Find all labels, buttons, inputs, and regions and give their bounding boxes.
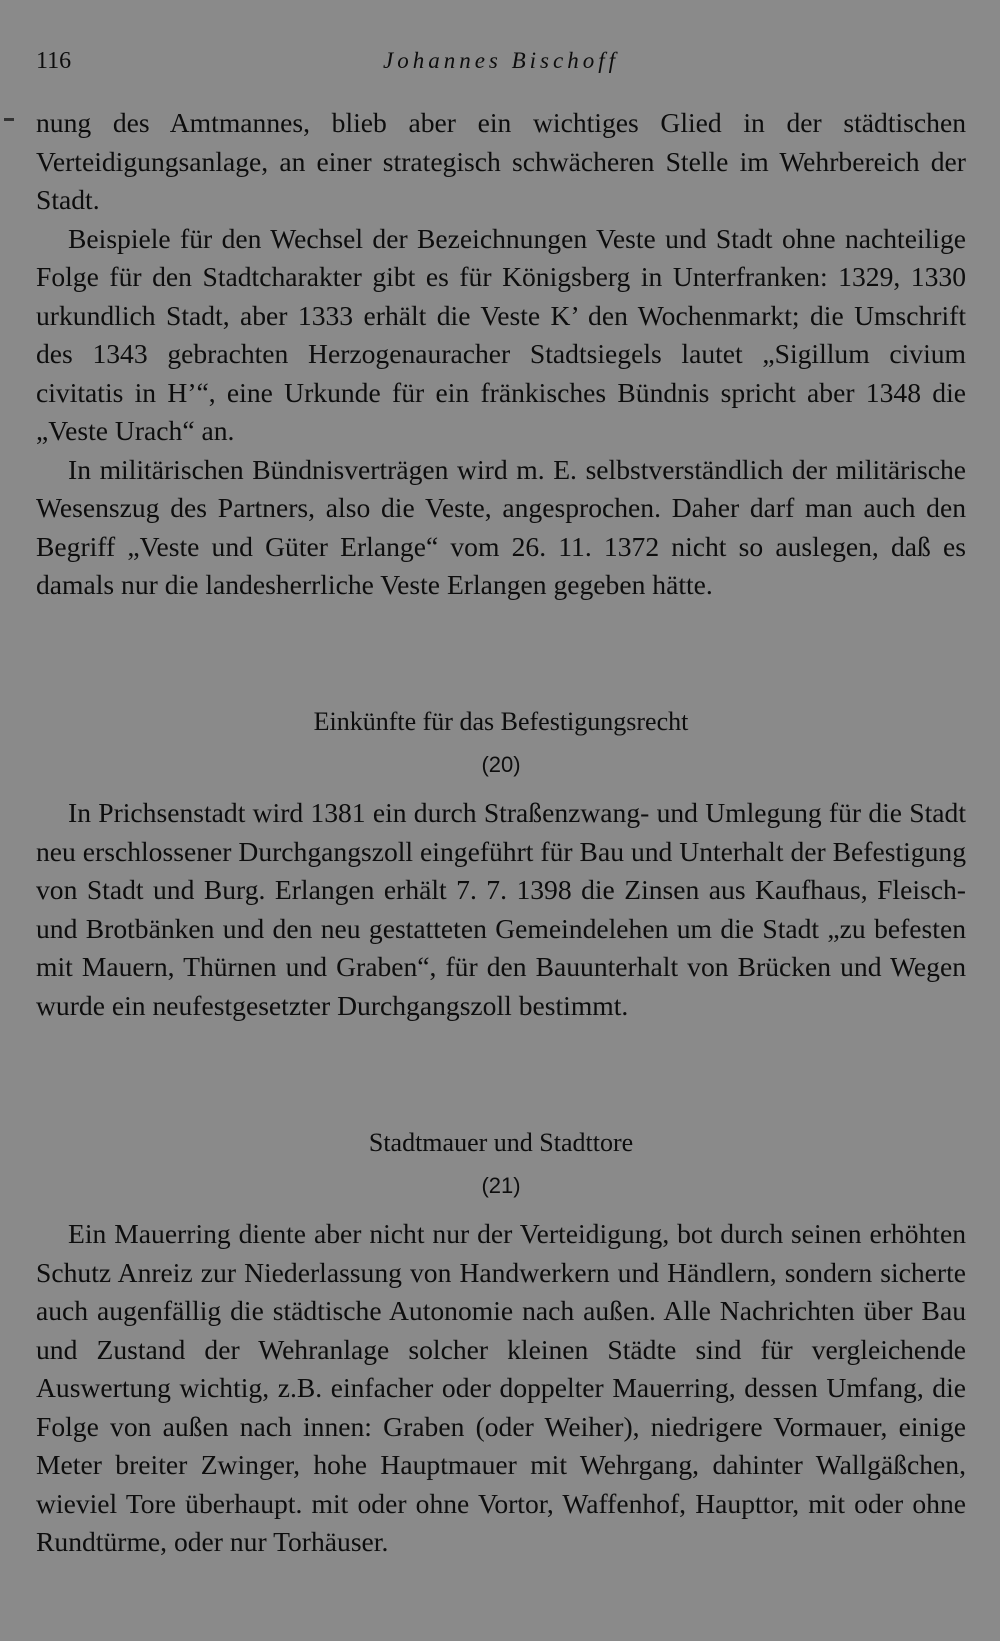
page-number: 116 <box>36 48 72 74</box>
body-text-top <box>36 104 966 605</box>
paragraph-prichsenstadt: In Prichsenstadt wird 1381 ein durch Straßenzwang- und Umlegung für die Stadt neu erschlossener Durchgangszoll eingeführt für Bau und Unterhalt der Befestigung von Stadt und Burg. Erlangen erhält 7. 7. 1398 die Zinsen aus Kaufhaus, Fleisch- und Brotbänken und den neu gestatteten Gemeindelehen um die Stadt „zu befesten mit Mauern, Thürnen und Graben“, für den Bauunterhalt von Brücken und Wegen wurde ein neufestgesetzter Durchgangszoll bestimmt. <box>36 797 966 1021</box>
paragraph-mauerring: Ein Mauerring diente aber nicht nur der Verteidigung, bot durch seinen erhöhten Schutz Anreiz zur Niederlassung von Handwerkern und Händlern, sondern sicherte auch augenfällig die städtische Autonomie nach außen. Alle Nachrichten über Bau und Zustand der Wehranlage solcher kleinen Städte sind für vergleichende Auswertung wichtig, z.B. einfacher oder doppelter Mauerring, dessen Umfang, die Folge von außen nach innen: Graben (oder Weiher), niedrigere Vormauer, einige Meter breiter Zwinger, hohe Hauptmauer mit Wehrgang, dahinter Wallgäßchen, wieviel Tore überhaupt. mit oder ohne Vortor, Waffenhof, Haupttor, mit oder ohne Rundtürme, oder nur Torhäuser. <box>36 1218 966 1557</box>
section-body-20 <box>36 794 966 1025</box>
section-heading-21: Stadtmauer und Stadttore <box>368 1128 634 1157</box>
section-heading-20: Einkünfte für das Befestigungsrecht <box>313 707 689 736</box>
running-title: Johannes Bischoff <box>383 48 619 73</box>
paragraph-continued: nung des Amtmannes, blieb aber ein wichtiges Glied in der städtischen Verteidigungsanlage, an einer strategisch schwächeren Stelle im Wehrbereich der Stadt. <box>36 107 966 215</box>
section-number-21: (21) <box>481 1173 521 1198</box>
paragraph-koenigsberg: Beispiele für den Wechsel der Bezeichnungen Veste und Stadt ohne nachteilige Folge für den Stadtcharakter gibt es für Königsberg in Unterfranken: 1329, 1330 urkundlich Stadt, aber 1333 erhält die Veste K’ den Wochenmarkt; die Umschrift des 1343 gebrachten Herzogenauracher Stadtsiegels lautet „Sigillum civium civitatis in H’“, eine Urkunde für ein fränkisches Bündnis spricht aber 1348 die „Veste Urach“ an. <box>36 222 966 446</box>
running-head <box>36 48 966 82</box>
book-page <box>36 0 966 1641</box>
section-number-20: (20) <box>481 752 521 777</box>
paragraph-buendnisvertraege: In militärischen Bündnisverträgen wird m. E. selbstverständlich der militärische Wesenszug des Partners, also die Veste, angesprochen. Daher darf man auch den Begriff „Veste und Güter Erlange“ vom 26. 11. 1372 nicht so auslegen, daß es damals nur die landesherrliche Veste Erlangen gegeben hätte. <box>36 453 966 600</box>
section-body-21 <box>36 1215 966 1562</box>
margin-mark <box>4 118 14 121</box>
